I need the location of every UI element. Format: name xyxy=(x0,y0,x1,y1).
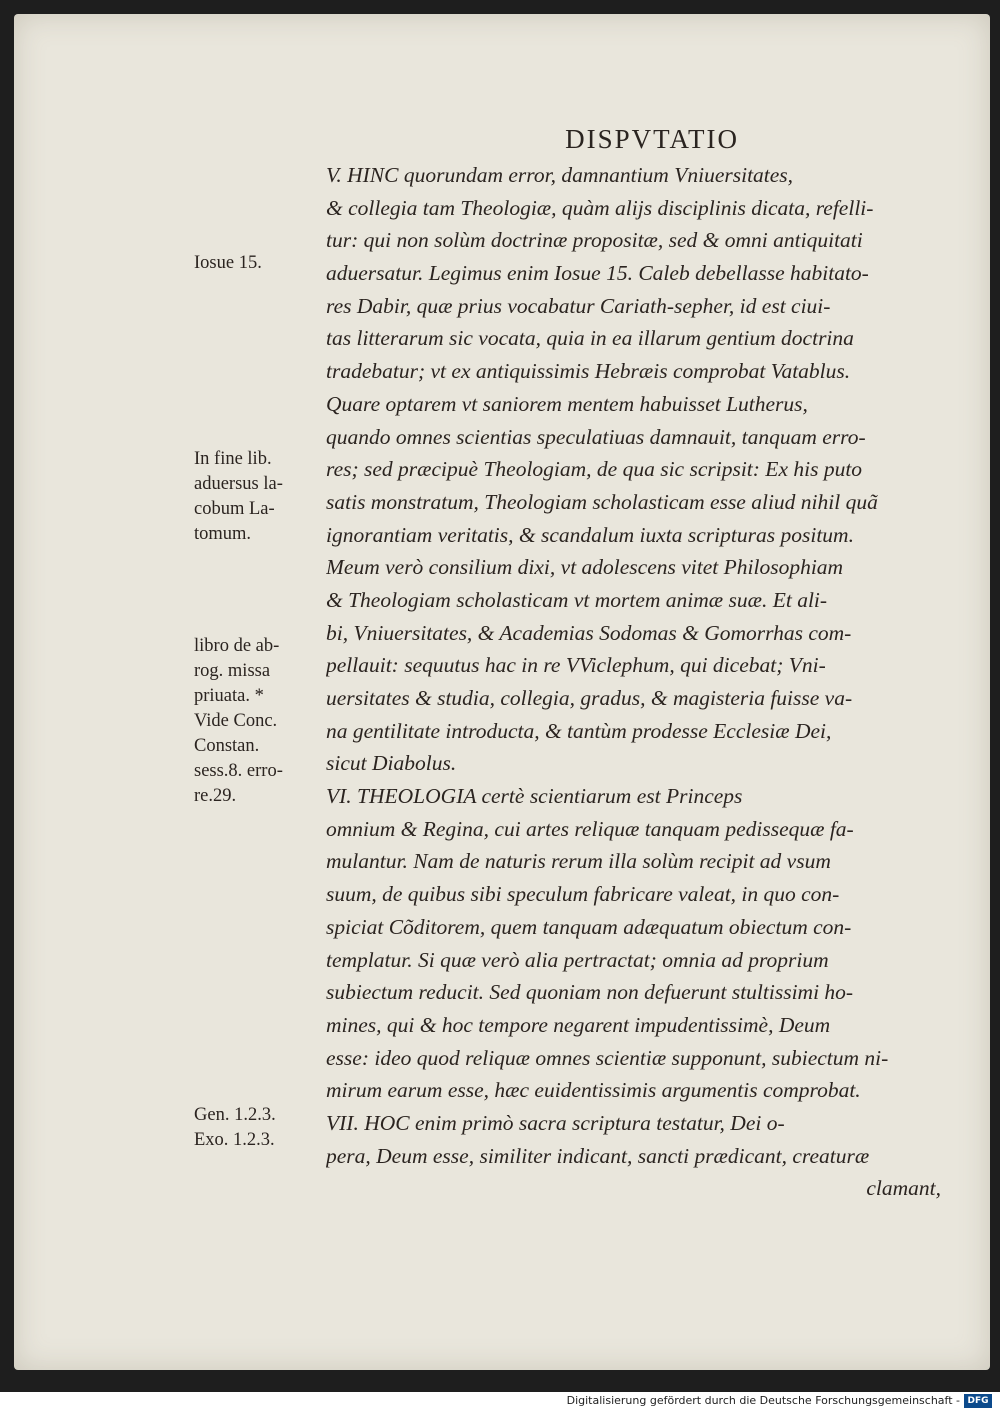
margin-note-line: In fine lib. xyxy=(194,449,272,469)
margin-note-line: Iosue 15. xyxy=(194,253,262,273)
margin-note xyxy=(194,634,326,809)
text-line: bi, Vniuersitates, & Academias Sodomas & Gomorrhas com- xyxy=(326,620,852,645)
dfg-logo: DFG xyxy=(964,1394,992,1408)
text-line: satis monstratum, Theologiam scholasticam esse aliud nihil quã xyxy=(326,489,878,514)
text-line: pera, Deum esse, similiter indicant, sancti prædicant, creaturæ xyxy=(326,1143,870,1168)
body-text xyxy=(326,159,941,1205)
funding-note: Digitalisierung gefördert durch die Deutsche Forschungsgemeinschaft - xyxy=(566,1394,960,1407)
book-page xyxy=(14,14,990,1370)
margin-note-line: Exo. 1.2.3. xyxy=(194,1130,275,1150)
margin-note-line: cobum La- xyxy=(194,499,275,519)
text-line: sicut Diabolus. xyxy=(326,751,457,776)
text-line: aduersatur. Legimus enim Iosue 15. Caleb debellasse habitato- xyxy=(326,261,869,286)
text-line: suum, de quibus sibi speculum fabricare valeat, in quo con- xyxy=(326,882,840,907)
text-line: esse: ideo quod reliquæ omnes scientiæ supponunt, subiectum ni- xyxy=(326,1045,889,1070)
text-line: res Dabir, quæ prius vocabatur Cariath-sepher, id est ciui- xyxy=(326,293,831,318)
text-line: tradebatur; vt ex antiquissimis Hebræis comprobat Vatablus. xyxy=(326,359,851,384)
text-line: res; sed præcipuè Theologiam, de qua sic scripsit: Ex his puto xyxy=(326,457,863,482)
text-line: mirum earum esse, hæc euidentissimis argumentis comprobat. xyxy=(326,1078,861,1103)
margin-note-line: libro de ab- xyxy=(194,636,280,656)
margin-note xyxy=(194,251,326,276)
text-line: omnium & Regina, cui artes reliquæ tanquam pedissequæ fa- xyxy=(326,816,854,841)
margin-note xyxy=(194,447,326,547)
text-line: Meum verò consilium dixi, vt adolescens vitet Philosophiam xyxy=(326,555,844,580)
text-line: V. HINC quorundam error, damnantium Vniuersitates, xyxy=(326,163,794,187)
text-line: spiciat Cõditorem, quem tanquam adæquatum obiectum con- xyxy=(326,914,852,939)
margin-note-line: sess.8. erro- xyxy=(194,761,283,781)
text-line: uersitates & studia, collegia, gradus, & magisteria fuisse va- xyxy=(326,686,853,710)
text-line: tur: qui non solùm doctrinæ propositæ, sed & omni antiquitati xyxy=(326,228,863,253)
margin-note-line: priuata. * xyxy=(194,686,264,706)
text-line: Quare optarem vt saniorem mentem habuisset Lutherus, xyxy=(326,391,808,416)
margin-note xyxy=(194,1103,326,1153)
margin-note-line: tomum. xyxy=(194,524,252,544)
running-head: DISPVTATIO xyxy=(565,124,739,154)
margin-note-line: Vide Conc. xyxy=(194,711,278,731)
text-line: quando omnes scientias speculatiuas damnauit, tanquam erro- xyxy=(326,424,866,449)
text-line: & collegia tam Theologiæ, quàm alijs disciplinis dicata, refelli- xyxy=(326,195,874,220)
margin-note-line: Constan. xyxy=(194,736,260,756)
margin-note-line: rog. missa xyxy=(194,661,271,681)
margin-note-line: Gen. 1.2.3. xyxy=(194,1105,276,1125)
text-line: VII. HOC enim primò sacra scriptura testatur, Dei o- xyxy=(326,1110,785,1135)
footer-bar xyxy=(0,1392,1000,1411)
text-line: mines, qui & hoc tempore negarent impudentissimè, Deum xyxy=(326,1012,831,1037)
text-line: pellauit: sequutus hac in re VViclephum, qui dicebat; Vni- xyxy=(326,653,826,678)
text-line: ignorantiam veritatis, & scandalum iuxta scripturas positum. xyxy=(326,522,854,547)
text-line: subiectum reducit. Sed quoniam non defuerunt stultissimi ho- xyxy=(326,980,854,1005)
text-line: templatur. Si quæ verò alia pertractat; omnia ad proprium xyxy=(326,947,829,972)
text-line: mulantur. Nam de naturis rerum illa solùm recipit ad vsum xyxy=(326,849,831,874)
margin-note-line: aduersus la- xyxy=(194,474,283,494)
text-line: VI. THEOLOGIA certè scientiarum est Princeps xyxy=(326,784,743,809)
margin-note-line: re.29. xyxy=(194,786,237,806)
text-line: na gentilitate introducta, & tantùm prodesse Ecclesiæ Dei, xyxy=(326,718,832,743)
text-line: tas litterarum sic vocata, quia in ea illarum gentium doctrina xyxy=(326,326,854,351)
text-line: & Theologiam scholasticam vt mortem animæ suæ. Et ali- xyxy=(326,587,828,612)
catchword: clamant, xyxy=(866,1176,941,1201)
